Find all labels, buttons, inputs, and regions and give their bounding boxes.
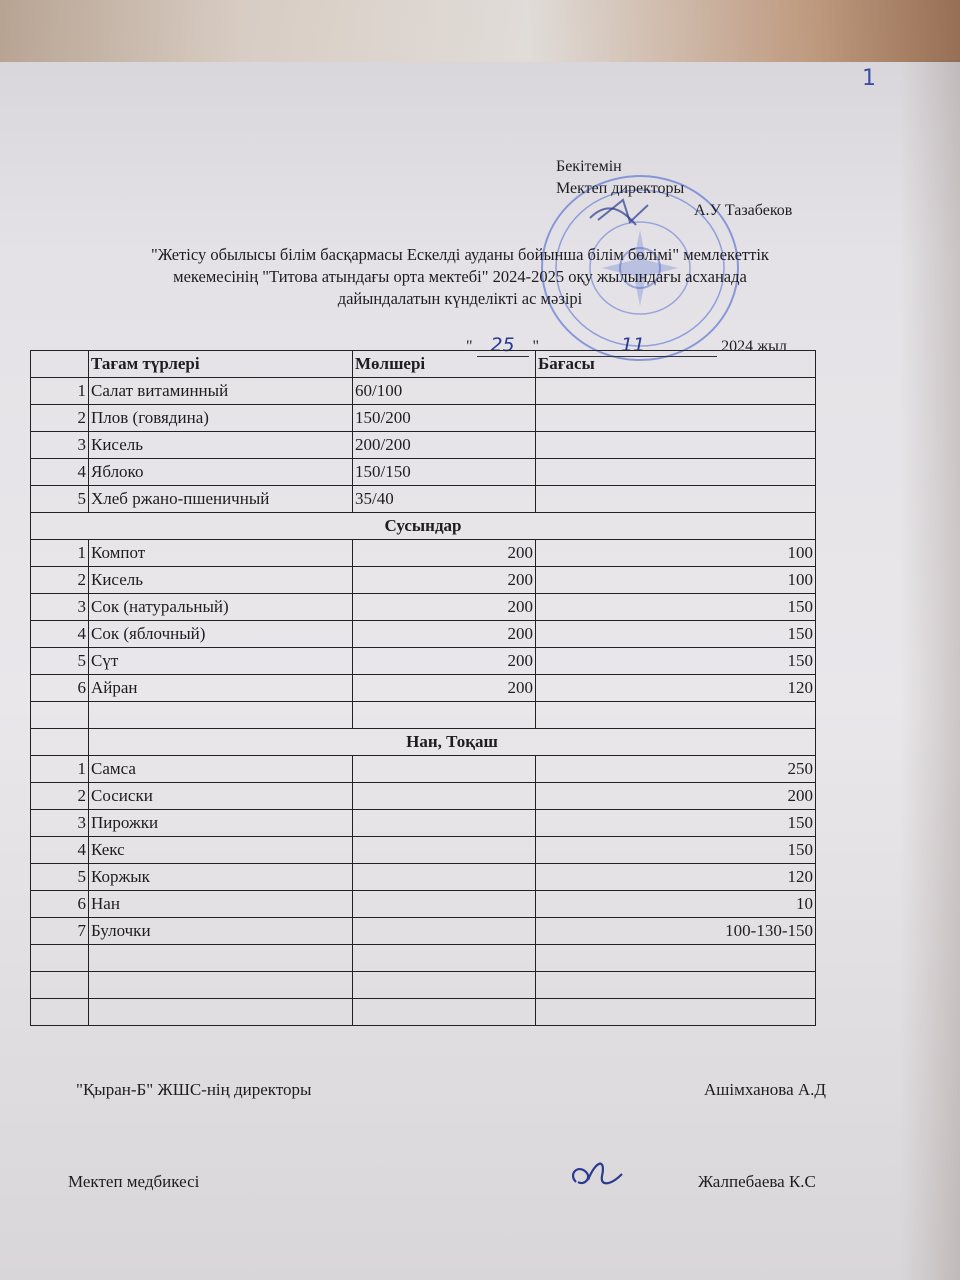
background-surface xyxy=(0,0,960,62)
empty-cell xyxy=(89,702,353,729)
row-number: 6 xyxy=(31,675,89,702)
row-number: 4 xyxy=(31,837,89,864)
drink-name: Кисель xyxy=(89,567,353,594)
empty-row xyxy=(31,945,816,972)
empty-row xyxy=(31,999,816,1026)
drink-price: 120 xyxy=(536,675,816,702)
approval-label: Бекітемін xyxy=(556,158,622,175)
row-number: 3 xyxy=(31,810,89,837)
table-row xyxy=(31,621,816,648)
table-row xyxy=(31,486,816,513)
dish-price xyxy=(536,432,816,459)
table-row xyxy=(31,891,816,918)
table-row xyxy=(31,378,816,405)
dish-name: Салат витаминный xyxy=(89,378,353,405)
nurse-role: Мектеп медбикесі xyxy=(68,1172,200,1191)
empty-cell xyxy=(353,999,536,1026)
table-row xyxy=(31,459,816,486)
bread-name: Коржык xyxy=(89,864,353,891)
dish-name: Плов (говядина) xyxy=(89,405,353,432)
table-row xyxy=(31,864,816,891)
drink-name: Компот xyxy=(89,540,353,567)
menu-table-body xyxy=(31,351,816,1026)
table-row xyxy=(31,405,816,432)
header-dish: Тағам түрлері xyxy=(89,351,353,378)
header-quantity: Мөлшері xyxy=(353,351,536,378)
dish-quantity: 150/150 xyxy=(353,459,536,486)
row-number: 3 xyxy=(31,432,89,459)
table-header-row xyxy=(31,351,816,378)
dish-name: Яблоко xyxy=(89,459,353,486)
table-row xyxy=(31,648,816,675)
empty-cell xyxy=(536,999,816,1026)
table-row xyxy=(31,567,816,594)
row-number: 1 xyxy=(31,756,89,783)
empty-cell xyxy=(31,972,89,999)
header-number-cell xyxy=(31,351,89,378)
dish-quantity: 60/100 xyxy=(353,378,536,405)
table-row xyxy=(31,837,816,864)
drink-price: 100 xyxy=(536,540,816,567)
row-number: 4 xyxy=(31,459,89,486)
bread-quantity xyxy=(353,918,536,945)
row-number: 5 xyxy=(31,864,89,891)
section-row xyxy=(31,513,816,540)
table-row xyxy=(31,594,816,621)
bread-price: 120 xyxy=(536,864,816,891)
row-number: 5 xyxy=(31,486,89,513)
approval-name: А.У Тазабеков xyxy=(694,202,793,219)
director-role: "Қыран-Б" ЖШС-нің директоры xyxy=(76,1080,312,1099)
empty-cell xyxy=(536,945,816,972)
approval-role: Мектеп директоры xyxy=(556,180,685,197)
bread-price: 150 xyxy=(536,810,816,837)
table-row xyxy=(31,918,816,945)
section-title-drinks: Сусындар xyxy=(31,513,816,540)
table-row xyxy=(31,756,816,783)
date-year: 2024 жыл xyxy=(721,338,787,355)
drink-price: 100 xyxy=(536,567,816,594)
drink-name: Сүт xyxy=(89,648,353,675)
bread-price: 150 xyxy=(536,837,816,864)
dish-price xyxy=(536,378,816,405)
empty-row xyxy=(31,972,816,999)
drink-price: 150 xyxy=(536,621,816,648)
empty-cell xyxy=(89,972,353,999)
empty-cell xyxy=(353,945,536,972)
dish-quantity: 35/40 xyxy=(353,486,536,513)
bread-quantity xyxy=(353,864,536,891)
bread-price: 250 xyxy=(536,756,816,783)
row-number: 6 xyxy=(31,891,89,918)
bread-price: 200 xyxy=(536,783,816,810)
bread-name: Булочки xyxy=(89,918,353,945)
title-line-3: дайындалатын күнделікті ас мәзірі xyxy=(337,289,583,308)
table-row xyxy=(31,783,816,810)
dish-price xyxy=(536,459,816,486)
menu-table xyxy=(30,350,816,1026)
bread-quantity xyxy=(353,837,536,864)
header-price: Бағасы xyxy=(536,351,816,378)
row-number: 2 xyxy=(31,567,89,594)
date-month: 11 xyxy=(620,334,646,356)
title-line-2: мекемесінің "Титова атындағы орта мектебі" 2024-2025 оқу жылындағы асханада xyxy=(173,267,747,286)
dish-price xyxy=(536,486,816,513)
row-number: 2 xyxy=(31,783,89,810)
drink-quantity: 200 xyxy=(353,648,536,675)
empty-cell xyxy=(536,972,816,999)
date-open-quote: " xyxy=(466,338,473,355)
table-row xyxy=(31,432,816,459)
dish-name: Хлеб ржано-пшеничный xyxy=(89,486,353,513)
row-number: 5 xyxy=(31,648,89,675)
section-row xyxy=(31,729,816,756)
row-number: 3 xyxy=(31,594,89,621)
drink-quantity: 200 xyxy=(353,567,536,594)
row-number: 2 xyxy=(31,405,89,432)
empty-cell xyxy=(31,729,89,756)
empty-cell xyxy=(31,702,89,729)
bread-price: 10 xyxy=(536,891,816,918)
dish-quantity: 200/200 xyxy=(353,432,536,459)
page-number: 1 xyxy=(862,66,876,91)
bread-name: Кекс xyxy=(89,837,353,864)
row-number: 7 xyxy=(31,918,89,945)
table-row xyxy=(31,540,816,567)
bread-name: Самса xyxy=(89,756,353,783)
date-close-quote: " xyxy=(532,338,540,355)
table-row xyxy=(31,810,816,837)
drink-quantity: 200 xyxy=(353,675,536,702)
empty-cell xyxy=(536,702,816,729)
empty-cell xyxy=(353,702,536,729)
row-number: 4 xyxy=(31,621,89,648)
title-line-1: "Жетісу обылысы білім басқармасы Ескелді ауданы бойынша білім бөлімі" мемлекеттік xyxy=(151,245,769,264)
drink-price: 150 xyxy=(536,594,816,621)
approval-block xyxy=(556,156,792,222)
nurse-name: Жалпебаева К.С xyxy=(698,1172,816,1191)
drink-name: Айран xyxy=(89,675,353,702)
dish-name: Кисель xyxy=(89,432,353,459)
document-title xyxy=(30,244,890,310)
drink-name: Сок (натуральный) xyxy=(89,594,353,621)
director-name: Ашімханова А.Д xyxy=(704,1080,826,1099)
drink-price: 150 xyxy=(536,648,816,675)
page-shadow xyxy=(900,60,960,1280)
dish-quantity: 150/200 xyxy=(353,405,536,432)
bread-quantity xyxy=(353,810,536,837)
empty-cell xyxy=(31,945,89,972)
date-day: 25 xyxy=(490,334,515,356)
section-title-bread: Нан, Тоқаш xyxy=(89,729,816,756)
table-row xyxy=(31,675,816,702)
empty-cell xyxy=(353,972,536,999)
bread-name: Пирожки xyxy=(89,810,353,837)
drink-quantity: 200 xyxy=(353,594,536,621)
bread-name: Сосиски xyxy=(89,783,353,810)
bread-quantity xyxy=(353,783,536,810)
empty-row xyxy=(31,702,816,729)
dish-price xyxy=(536,405,816,432)
bread-price: 100-130-150 xyxy=(536,918,816,945)
bread-name: Нан xyxy=(89,891,353,918)
drink-name: Сок (яблочный) xyxy=(89,621,353,648)
bread-quantity xyxy=(353,891,536,918)
row-number: 1 xyxy=(31,540,89,567)
nurse-signature xyxy=(566,1152,630,1198)
drink-quantity: 200 xyxy=(353,621,536,648)
empty-cell xyxy=(89,945,353,972)
row-number: 1 xyxy=(31,378,89,405)
empty-cell xyxy=(31,999,89,1026)
empty-cell xyxy=(89,999,353,1026)
bread-quantity xyxy=(353,756,536,783)
drink-quantity: 200 xyxy=(353,540,536,567)
